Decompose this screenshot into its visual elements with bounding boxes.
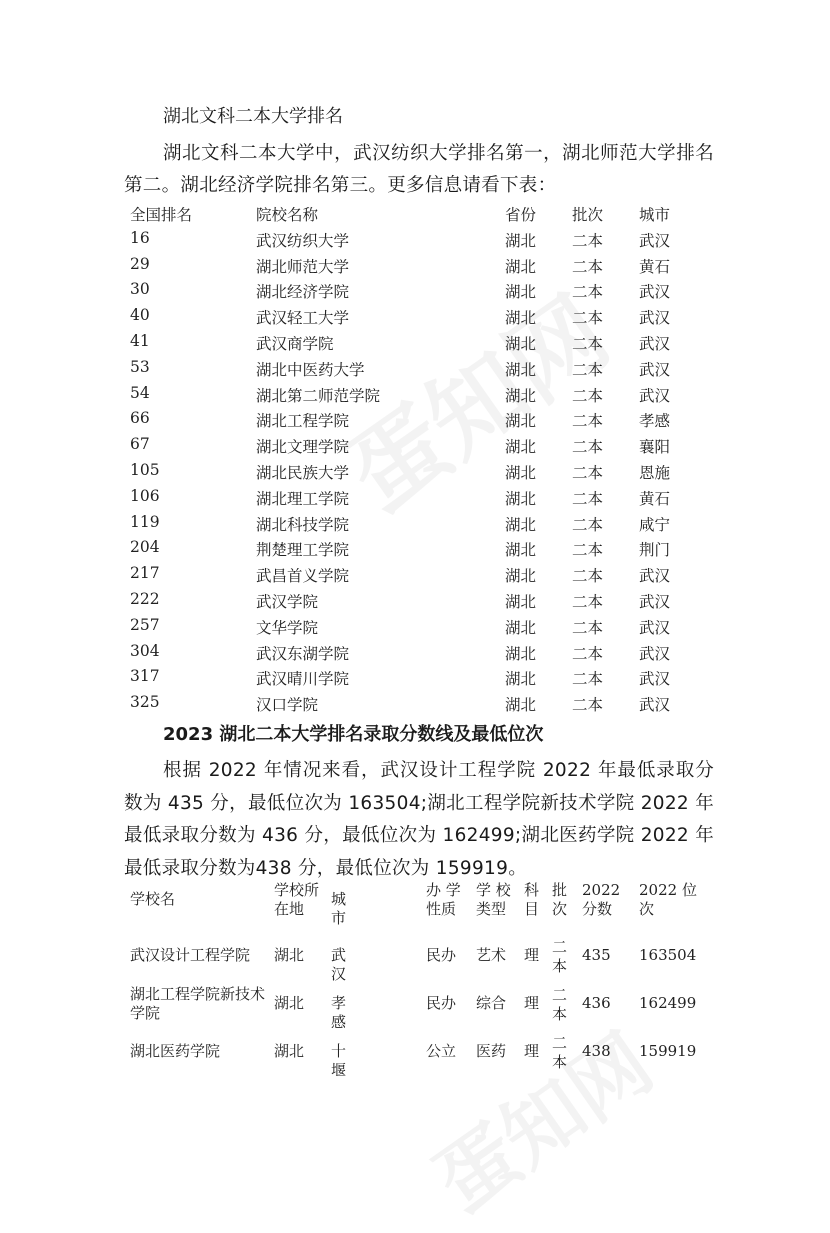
cell-rank: 67	[130, 435, 150, 454]
cell-score: 435	[582, 946, 611, 964]
cell-school: 湖北师范大学	[256, 257, 350, 276]
cell-city: 武汉	[639, 567, 671, 586]
cell-province: 湖北	[505, 670, 537, 689]
cell-type: 综合	[476, 994, 507, 1012]
header-city: 城市	[639, 206, 671, 224]
cell-school: 武汉东湖学院	[256, 644, 350, 663]
cell-school: 湖北科技学院	[256, 515, 350, 534]
cell-rank: 217	[130, 564, 160, 583]
cell-batch: 二本	[552, 1034, 568, 1071]
header-score: 2022 分数	[582, 881, 621, 918]
cell-rank: 54	[130, 383, 150, 402]
cell-batch: 二本	[572, 515, 604, 534]
cell-school: 湖北理工学院	[256, 489, 350, 508]
cell-rank: 30	[130, 280, 150, 299]
cell-city: 咸宁	[639, 515, 671, 534]
cell-batch: 二本	[572, 386, 604, 405]
cell-school: 湖北中医药大学	[256, 360, 365, 379]
cell-province: 湖北	[505, 515, 537, 534]
header-location: 学校所在地	[274, 881, 320, 918]
cell-batch: 二本	[552, 986, 568, 1023]
cell-city: 武汉	[639, 618, 671, 637]
cell-rank: 41	[130, 331, 150, 350]
cell-batch: 二本	[572, 618, 604, 637]
cell-score: 436	[582, 994, 611, 1012]
watermark-bottom	[409, 1002, 672, 1233]
cell-city: 武汉	[639, 696, 671, 715]
cell-city: 武汉	[639, 231, 671, 250]
cell-rank: 66	[130, 409, 150, 428]
cell-location: 湖北	[274, 946, 305, 964]
cell-school: 湖北文理学院	[256, 438, 350, 457]
cell-city: 武汉	[639, 334, 671, 353]
cell-school: 武汉设计工程学院	[130, 946, 251, 964]
cell-province: 湖北	[505, 489, 537, 508]
cell-batch: 二本	[572, 489, 604, 508]
cell-city: 黄石	[639, 489, 671, 508]
header-city: 城市	[331, 890, 347, 927]
cell-city: 武汉	[639, 670, 671, 689]
cell-batch: 二本	[572, 438, 604, 457]
cell-subject: 理	[524, 994, 540, 1012]
cell-province: 湖北	[505, 386, 537, 405]
cell-rank: 163504	[639, 946, 697, 964]
cell-school: 湖北工程学院	[256, 412, 350, 431]
section1-title: 湖北文科二本大学排名	[163, 106, 343, 127]
cell-rank: 325	[130, 693, 160, 712]
cell-city: 武汉	[331, 946, 347, 983]
header-subject: 科目	[524, 881, 540, 918]
cell-rank: 222	[130, 589, 160, 608]
cell-batch: 二本	[572, 412, 604, 431]
header-rank: 2022 位次	[639, 881, 697, 918]
cell-province: 湖北	[505, 541, 537, 560]
cell-province: 湖北	[505, 696, 537, 715]
cell-province: 湖北	[505, 283, 537, 302]
cell-province: 湖北	[505, 644, 537, 663]
cell-city: 十堰	[331, 1042, 347, 1079]
cell-rank: 29	[130, 254, 150, 273]
cell-batch: 二本	[572, 334, 604, 353]
cell-rank: 105	[130, 460, 160, 479]
cell-batch: 二本	[572, 309, 604, 328]
cell-batch: 二本	[572, 696, 604, 715]
cell-province: 湖北	[505, 438, 537, 457]
cell-rank: 317	[130, 667, 160, 686]
cell-province: 湖北	[505, 257, 537, 276]
cell-school: 湖北经济学院	[256, 283, 350, 302]
cell-score: 438	[582, 1042, 611, 1060]
cell-rank: 16	[130, 228, 150, 247]
cell-province: 湖北	[505, 592, 537, 611]
cell-city: 孝感	[331, 994, 347, 1031]
cell-nature: 民办	[426, 946, 457, 964]
cell-province: 湖北	[505, 567, 537, 586]
cell-nature: 民办	[426, 994, 457, 1012]
cell-school: 武汉学院	[256, 592, 319, 611]
header-school-name: 学校名	[130, 890, 176, 908]
cell-subject: 理	[524, 946, 540, 964]
section1-intro: 湖北文科二本大学中，武汉纺织大学排名第一，湖北师范大学排名第二。湖北经济学院排名第三。更多信息请看下表：	[124, 143, 714, 196]
cell-batch: 二本	[572, 360, 604, 379]
cell-batch: 二本	[552, 938, 568, 975]
cell-batch: 二本	[572, 567, 604, 586]
cell-province: 湖北	[505, 360, 537, 379]
cell-batch: 二本	[572, 231, 604, 250]
cell-school: 武汉轻工大学	[256, 309, 350, 328]
cell-location: 湖北	[274, 994, 305, 1012]
cell-school: 武昌首义学院	[256, 567, 350, 586]
cell-province: 湖北	[505, 618, 537, 637]
cell-batch: 二本	[572, 283, 604, 302]
cell-batch: 二本	[572, 541, 604, 560]
cell-province: 湖北	[505, 412, 537, 431]
cell-city: 武汉	[639, 644, 671, 663]
cell-city: 孝感	[639, 412, 671, 431]
cell-city: 黄石	[639, 257, 671, 276]
cell-city: 武汉	[639, 386, 671, 405]
cell-school: 荆楚理工学院	[256, 541, 350, 560]
cell-batch: 二本	[572, 670, 604, 689]
cell-school: 湖北工程学院新技术学院	[130, 985, 266, 1022]
header-type: 学 校类型	[476, 881, 511, 918]
cell-batch: 二本	[572, 463, 604, 482]
cell-school: 湖北第二师范学院	[256, 386, 381, 405]
header-nature: 办 学性质	[426, 881, 461, 918]
cell-rank: 257	[130, 615, 160, 634]
header-province: 省份	[505, 206, 537, 224]
cell-subject: 理	[524, 1042, 540, 1060]
cell-city: 武汉	[639, 283, 671, 302]
cell-batch: 二本	[572, 257, 604, 276]
cell-province: 湖北	[505, 463, 537, 482]
cell-school: 湖北民族大学	[256, 463, 350, 482]
cell-rank: 40	[130, 306, 150, 325]
cell-rank: 304	[130, 641, 160, 660]
cell-school: 武汉晴川学院	[256, 670, 350, 689]
header-batch: 批次	[552, 881, 568, 918]
cell-city: 武汉	[639, 360, 671, 379]
cell-location: 湖北	[274, 1042, 305, 1060]
cell-school: 武汉纺织大学	[256, 231, 350, 250]
cell-city: 武汉	[639, 309, 671, 328]
cell-type: 医药	[476, 1042, 507, 1060]
cell-rank: 159919	[639, 1042, 697, 1060]
cell-province: 湖北	[505, 231, 537, 250]
cell-batch: 二本	[572, 592, 604, 611]
cell-city: 武汉	[639, 592, 671, 611]
cell-rank: 204	[130, 538, 160, 557]
section2-paragraph: 根据 2022 年情况来看，武汉设计工程学院 2022 年最低录取分数为 435 分，最低位次为 163504;湖北工程学院新技术学院 2022 年最低录取分数为 436 分，最低位次为 162499;湖北医药学院 2022 年最低录取分数为438 分，最低位次为 159919。	[124, 760, 714, 879]
cell-type: 艺术	[476, 946, 507, 964]
cell-nature: 公立	[426, 1042, 457, 1060]
cell-province: 湖北	[505, 309, 537, 328]
cell-batch: 二本	[572, 644, 604, 663]
cell-city: 襄阳	[639, 438, 671, 457]
section2-title: 2023 湖北二本大学排名录取分数线及最低位次	[163, 724, 544, 745]
cell-city: 荆门	[639, 541, 671, 560]
cell-school: 湖北医药学院	[130, 1042, 221, 1060]
header-batch: 批次	[572, 206, 604, 224]
cell-school: 文华学院	[256, 618, 319, 637]
cell-rank: 162499	[639, 994, 697, 1012]
cell-rank: 106	[130, 486, 160, 505]
header-school: 院校名称	[256, 206, 319, 224]
cell-rank: 119	[130, 512, 160, 531]
cell-rank: 53	[130, 357, 150, 376]
cell-school: 武汉商学院	[256, 334, 334, 353]
cell-school: 汉口学院	[256, 696, 319, 715]
header-rank: 全国排名	[130, 206, 193, 224]
cell-province: 湖北	[505, 334, 537, 353]
cell-city: 恩施	[639, 463, 671, 482]
